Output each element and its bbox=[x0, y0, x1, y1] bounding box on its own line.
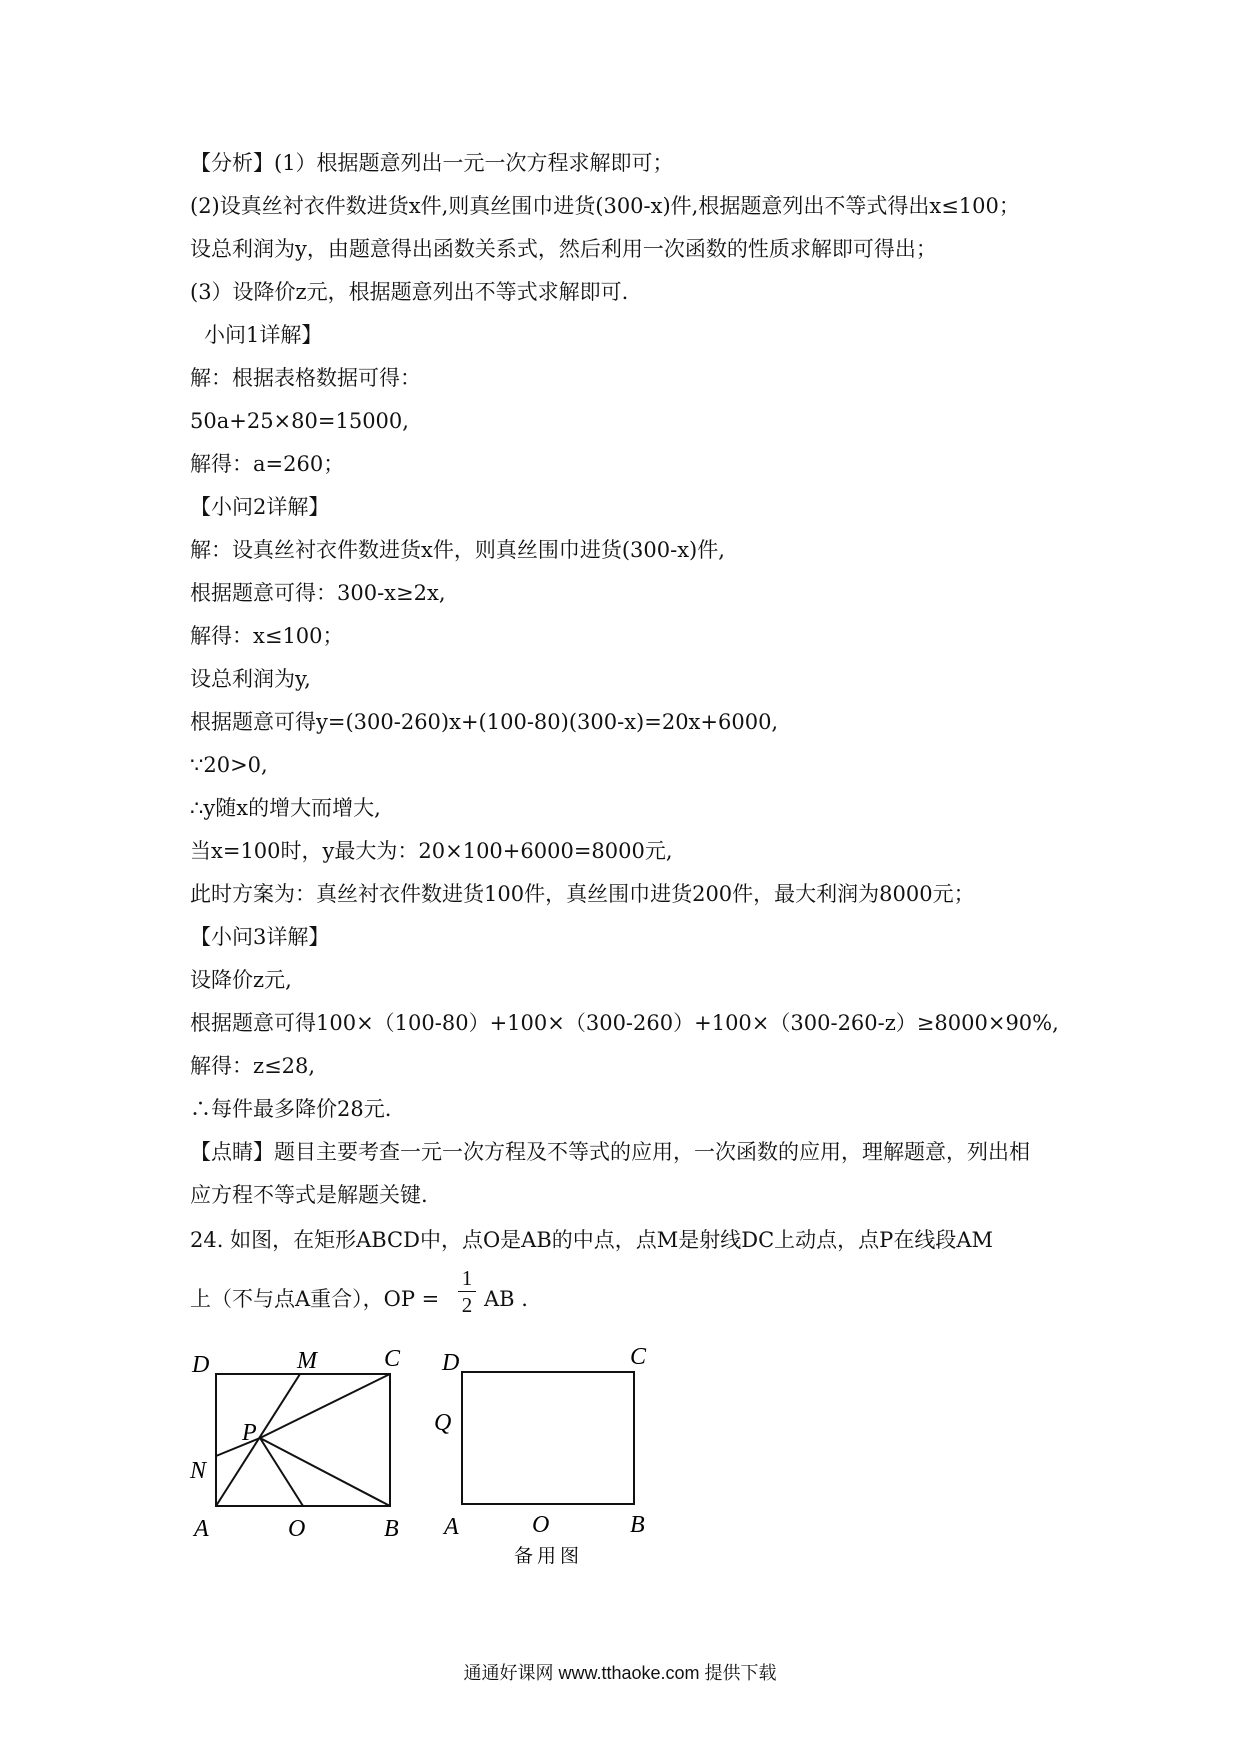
label-c: C bbox=[630, 1344, 647, 1370]
q2-line-8: 当x=100时，y最大为：20×100+6000=8000元, bbox=[190, 839, 673, 863]
label-a: A bbox=[444, 1514, 459, 1540]
label-b: B bbox=[630, 1512, 645, 1538]
label-c: C bbox=[384, 1346, 401, 1372]
label-d: D bbox=[442, 1350, 460, 1376]
rectangle-abcd-backup bbox=[462, 1372, 634, 1504]
q1-line-3: 解得：a=260； bbox=[190, 452, 345, 476]
figure-backup bbox=[430, 1320, 660, 1570]
fraction-bar bbox=[458, 1291, 476, 1292]
comment-line-1: 【点睛】题目主要考查一元一次方程及不等式的应用，一次函数的应用，理解题意，列出相 bbox=[190, 1140, 1030, 1164]
figure-main bbox=[180, 1320, 440, 1550]
problem24-line-2-prefix: 上（不与点A重合），OP = bbox=[190, 1287, 440, 1311]
label-a: A bbox=[194, 1516, 209, 1542]
label-d: D bbox=[192, 1352, 210, 1378]
figure-caption: 备用图 bbox=[514, 1545, 584, 1567]
analysis-line-1: 【分析】(1）根据题意列出一元一次方程求解即可； bbox=[190, 151, 674, 175]
q2-line-4: 设总利润为y, bbox=[190, 667, 311, 691]
q3-heading: 【小问3详解】 bbox=[190, 925, 330, 949]
analysis-line-2: (2)设真丝衬衣件数进货x件,则真丝围巾进货(300-x)件,根据题意列出不等式得出x≤100； bbox=[190, 194, 1020, 218]
q3-line-3: 解得：z≤28, bbox=[190, 1054, 316, 1078]
fraction-numerator: 1 bbox=[461, 1266, 473, 1290]
label-p: P bbox=[242, 1420, 257, 1446]
comment-line-2: 应方程不等式是解题关键. bbox=[190, 1183, 428, 1207]
footer-text: 通通好课网 www.tthaoke.com 提供下载 bbox=[463, 1663, 777, 1683]
analysis-line-3: 设总利润为y，由题意得出函数关系式，然后利用一次函数的性质求解即可得出； bbox=[190, 237, 937, 261]
label-q: Q bbox=[434, 1410, 452, 1436]
segment-pb bbox=[260, 1438, 390, 1506]
segment-am bbox=[216, 1374, 300, 1506]
q2-line-3: 解得：x≤100； bbox=[190, 624, 344, 648]
label-o: O bbox=[288, 1516, 306, 1542]
q2-line-2: 根据题意可得：300-x≥2x, bbox=[190, 581, 446, 605]
q1-heading: 小问1详解】 bbox=[204, 323, 323, 347]
q2-line-5: 根据题意可得y=(300-260)x+(100-80)(300-x)=20x+6000, bbox=[190, 710, 779, 734]
q2-line-1: 解：设真丝衬衣件数进货x件，则真丝围巾进货(300-x)件, bbox=[190, 538, 725, 562]
fraction bbox=[458, 1266, 476, 1317]
label-b: B bbox=[384, 1516, 399, 1542]
q3-line-1: 设降价z元, bbox=[190, 968, 292, 992]
q2-heading: 【小问2详解】 bbox=[190, 495, 330, 519]
label-n: N bbox=[190, 1458, 207, 1484]
fraction-denominator: 2 bbox=[461, 1293, 473, 1317]
q1-line-2: 50a+25×80=15000, bbox=[190, 409, 409, 433]
q2-line-7: ∴y随x的增大而增大, bbox=[190, 796, 381, 820]
q3-line-2: 根据题意可得100×（100-80）+100×（300-260）+100×（300-260-z）≥8000×90%, bbox=[190, 1011, 1059, 1035]
problem24-line-1: 24. 如图，在矩形ABCD中，点O是AB的中点，点M是射线DC上动点，点P在线段AM bbox=[190, 1228, 993, 1252]
q2-line-9: 此时方案为：真丝衬衣件数进货100件，真丝围巾进货200件，最大利润为8000元； bbox=[190, 882, 975, 906]
q3-line-4: ∴每件最多降价28元. bbox=[190, 1097, 392, 1121]
label-o: O bbox=[532, 1512, 550, 1538]
q2-line-6: ∵20>0, bbox=[190, 753, 268, 777]
problem24-line-2-suffix: AB . bbox=[484, 1287, 528, 1311]
analysis-line-4: (3）设降价z元，根据题意列出不等式求解即可. bbox=[190, 280, 629, 304]
q1-line-1: 解：根据表格数据可得： bbox=[190, 366, 421, 390]
label-m: M bbox=[297, 1348, 317, 1374]
